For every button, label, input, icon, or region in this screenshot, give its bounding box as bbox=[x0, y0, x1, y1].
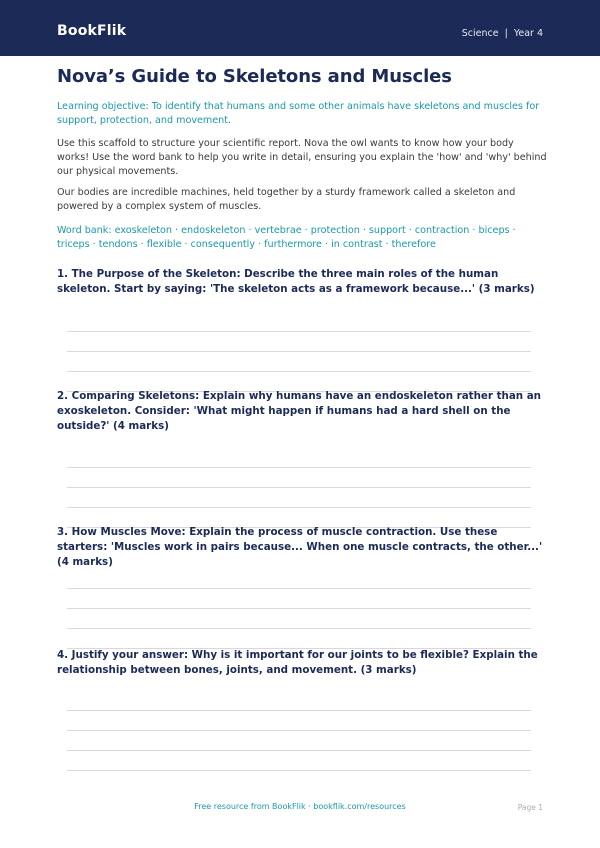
page-title: Nova’s Guide to Skeletons and Muscles bbox=[57, 66, 452, 87]
brand-logo-text[interactable]: BookFlik bbox=[57, 23, 127, 39]
answer-line[interactable] bbox=[67, 588, 531, 589]
header-bar bbox=[0, 0, 600, 56]
answer-line[interactable] bbox=[67, 770, 531, 771]
answer-line[interactable] bbox=[67, 710, 531, 711]
subject-label: Science bbox=[461, 28, 499, 39]
answer-line[interactable] bbox=[67, 351, 531, 352]
answer-line[interactable] bbox=[67, 371, 531, 372]
learning-objective: Learning objective: To identify that humans and some other animals have skeletons and muscles for support, protection, and movement. bbox=[57, 101, 540, 126]
answer-line[interactable] bbox=[67, 730, 531, 731]
word-bank: Word bank: exoskeleton · endoskeleton · vertebrae · protection · support · contraction · biceps · triceps · tendons · flexible · consequently · furthermore · in contrast · therefore bbox=[57, 225, 516, 250]
answer-line[interactable] bbox=[67, 628, 531, 629]
answer-line[interactable] bbox=[67, 750, 531, 751]
question-2: 2. Comparing Skeletons: Explain why humans have an endoskeleton rather than an exoskeleton. Consider: 'What might happen if humans had a hard shell on the outside?' (4 marks) bbox=[57, 390, 541, 432]
question-3: 3. How Muscles Move: Explain the process of muscle contraction. Use these starters: 'Muscles work in pairs because... When one muscle contracts, the other...' (4 marks) bbox=[57, 526, 543, 568]
answer-line[interactable] bbox=[67, 487, 531, 488]
year-label: Year 4 bbox=[513, 28, 543, 39]
answer-line[interactable] bbox=[67, 467, 531, 468]
intro-paragraph-1: Use this scaffold to structure your scientific report. Nova the owl wants to know how your body works! Use the word bank to help you write in detail, ensuring you explain the 'how' and 'why' behind our physical movements. bbox=[57, 138, 547, 177]
crumb-separator: | bbox=[504, 28, 508, 39]
question-1: 1. The Purpose of the Skeleton: Describe the three main roles of the human skeleton. Start by saying: 'The skeleton acts as a framework because...' (3 marks) bbox=[57, 268, 535, 295]
question-4: 4. Justify your answer: Why is it important for our joints to be flexible? Explain the relationship between bones, joints, and movement. (3 marks) bbox=[57, 649, 538, 676]
answer-line[interactable] bbox=[67, 608, 531, 609]
page-number: Page 1 bbox=[517, 803, 543, 812]
intro-paragraph-2: Our bodies are incredible machines, held together by a sturdy framework called a skeleton and powered by a complex system of muscles. bbox=[57, 187, 516, 212]
subject-year-label bbox=[462, 28, 543, 39]
answer-line[interactable] bbox=[67, 507, 531, 508]
footer-link[interactable]: Free resource from BookFlik · bookflik.com/resources bbox=[194, 802, 406, 811]
answer-line[interactable] bbox=[67, 331, 531, 332]
